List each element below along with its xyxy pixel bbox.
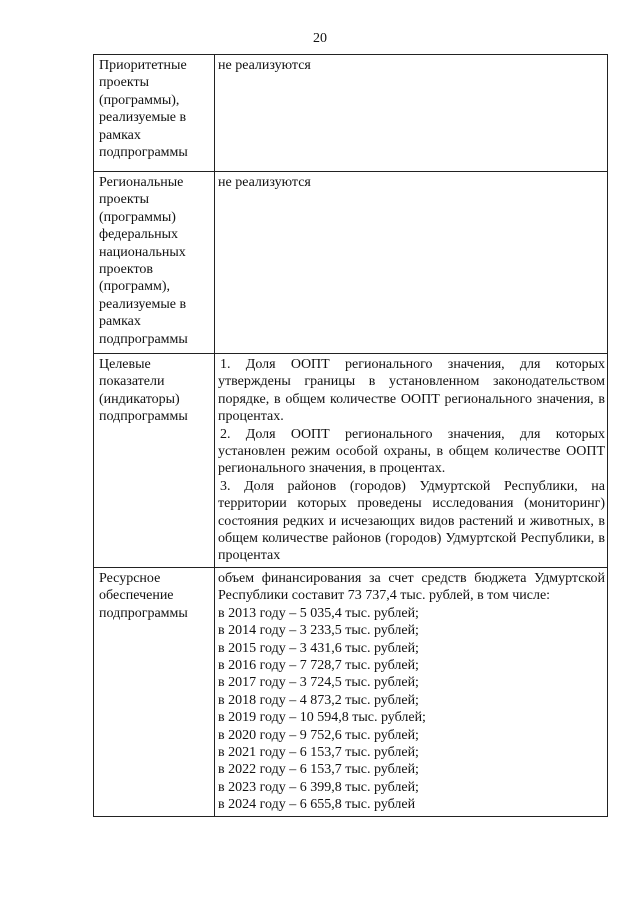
subprogram-passport-table xyxy=(93,54,608,817)
table-row-regional-projects xyxy=(94,172,608,354)
page-number: 20 xyxy=(313,31,327,46)
funding-year-line: в 2013 году – 5 035,4 тыс. рублей; xyxy=(218,605,419,621)
table-row-target-indicators xyxy=(94,354,608,568)
funding-year-line: в 2014 году – 3 233,5 тыс. рублей; xyxy=(218,623,419,639)
row-label-regional-projects: Региональные проекты (программы) федеральных национальных проектов (программ), реализуемые в рамках подпрограммы xyxy=(99,175,188,347)
funding-year-line: в 2017 году – 3 724,5 тыс. рублей; xyxy=(218,675,419,691)
indicator-item: 3. Доля районов (городов) Удмуртской Республики, на территории которых проведены исследования (мониторинг) состояния редких и исчезающих видов растений и животных, в общем количестве районов (городов) Удмуртской Республики, в процентах xyxy=(218,478,605,564)
indicator-item: 2. Доля ООПТ регионального значения, для которых установлен режим особой охраны, в общем количестве ООПТ регионального значения, в процентах. xyxy=(218,426,605,477)
row-value-regional-projects: не реализуются xyxy=(218,175,311,190)
funding-year-line: в 2024 году – 6 655,8 тыс. рублей xyxy=(218,797,416,813)
label-cell xyxy=(94,354,215,568)
label-cell xyxy=(94,55,215,172)
content-cell xyxy=(215,567,608,816)
funding-year-line: в 2021 году – 6 153,7 тыс. рублей; xyxy=(218,744,419,760)
funding-intro: объем финансирования за счет средств бюджета Удмуртской Республики составит 73 737,4 тыс. рублей, в том числе: xyxy=(218,570,605,604)
content-cell xyxy=(215,55,608,172)
funding-year-line: в 2022 году – 6 153,7 тыс. рублей; xyxy=(218,762,419,778)
row-label-resource-support: Ресурсное обеспечение подпрограммы xyxy=(99,570,188,621)
table-row-resource-support xyxy=(94,567,608,816)
indicator-item: 1. Доля ООПТ регионального значения, для которых утверждены границы в установленном законодательством порядке, в общем количестве ООПТ регионального значения, в процентах. xyxy=(218,357,605,425)
funding-year-line: в 2019 году – 10 594,8 тыс. рублей; xyxy=(218,710,426,726)
label-cell xyxy=(94,567,215,816)
content-cell xyxy=(215,354,608,568)
row-label-target-indicators: Целевые показатели (индикаторы) подпрограммы xyxy=(99,357,188,425)
funding-year-line: в 2015 году – 3 431,6 тыс. рублей; xyxy=(218,640,419,656)
content-cell xyxy=(215,172,608,354)
table-row-priority-projects xyxy=(94,55,608,172)
row-value-priority-projects: не реализуются xyxy=(218,58,311,73)
funding-year-line: в 2018 году – 4 873,2 тыс. рублей; xyxy=(218,692,419,708)
row-label-priority-projects: Приоритетные проекты (программы), реализуемые в рамках подпрограммы xyxy=(99,58,188,161)
funding-year-line: в 2020 году – 9 752,6 тыс. рублей; xyxy=(218,727,419,743)
funding-year-line: в 2023 году – 6 399,8 тыс. рублей; xyxy=(218,779,419,795)
funding-year-line: в 2016 году – 7 728,7 тыс. рублей; xyxy=(218,657,419,673)
label-cell xyxy=(94,172,215,354)
